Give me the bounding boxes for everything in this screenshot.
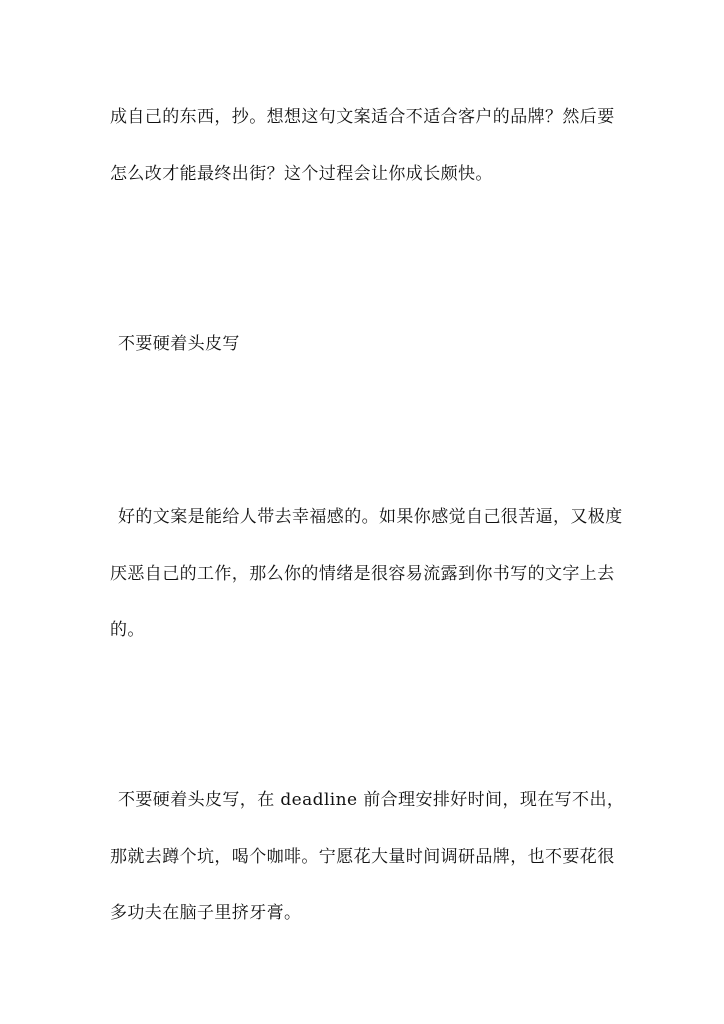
section-heading: 不要硬着头皮写 [118, 334, 240, 354]
paragraph-line: 的。 [110, 620, 145, 640]
paragraph-line: 怎么改才能最终出街？这个过程会让你成长颇快。 [110, 164, 493, 184]
paragraph-line: 好的文案是能给人带去幸福感的。如果你感觉自己很苦逼，又极度 [118, 507, 623, 527]
paragraph-line: 厌恶自己的工作，那么你的情绪是很容易流露到你书写的文字上去 [110, 564, 615, 584]
paragraph-line: 成自己的东西，抄。想想这句文案适合不适合客户的品牌？然后要 [110, 107, 615, 127]
paragraph-line: 那就去蹲个坑，喝个咖啡。宁愿花大量时间调研品牌，也不要花很 [110, 847, 615, 867]
paragraph-line: 多功夫在脑子里挤牙膏。 [110, 903, 302, 923]
paragraph-line: 不要硬着头皮写，在 deadline 前合理安排好时间，现在写不出， [118, 790, 625, 810]
